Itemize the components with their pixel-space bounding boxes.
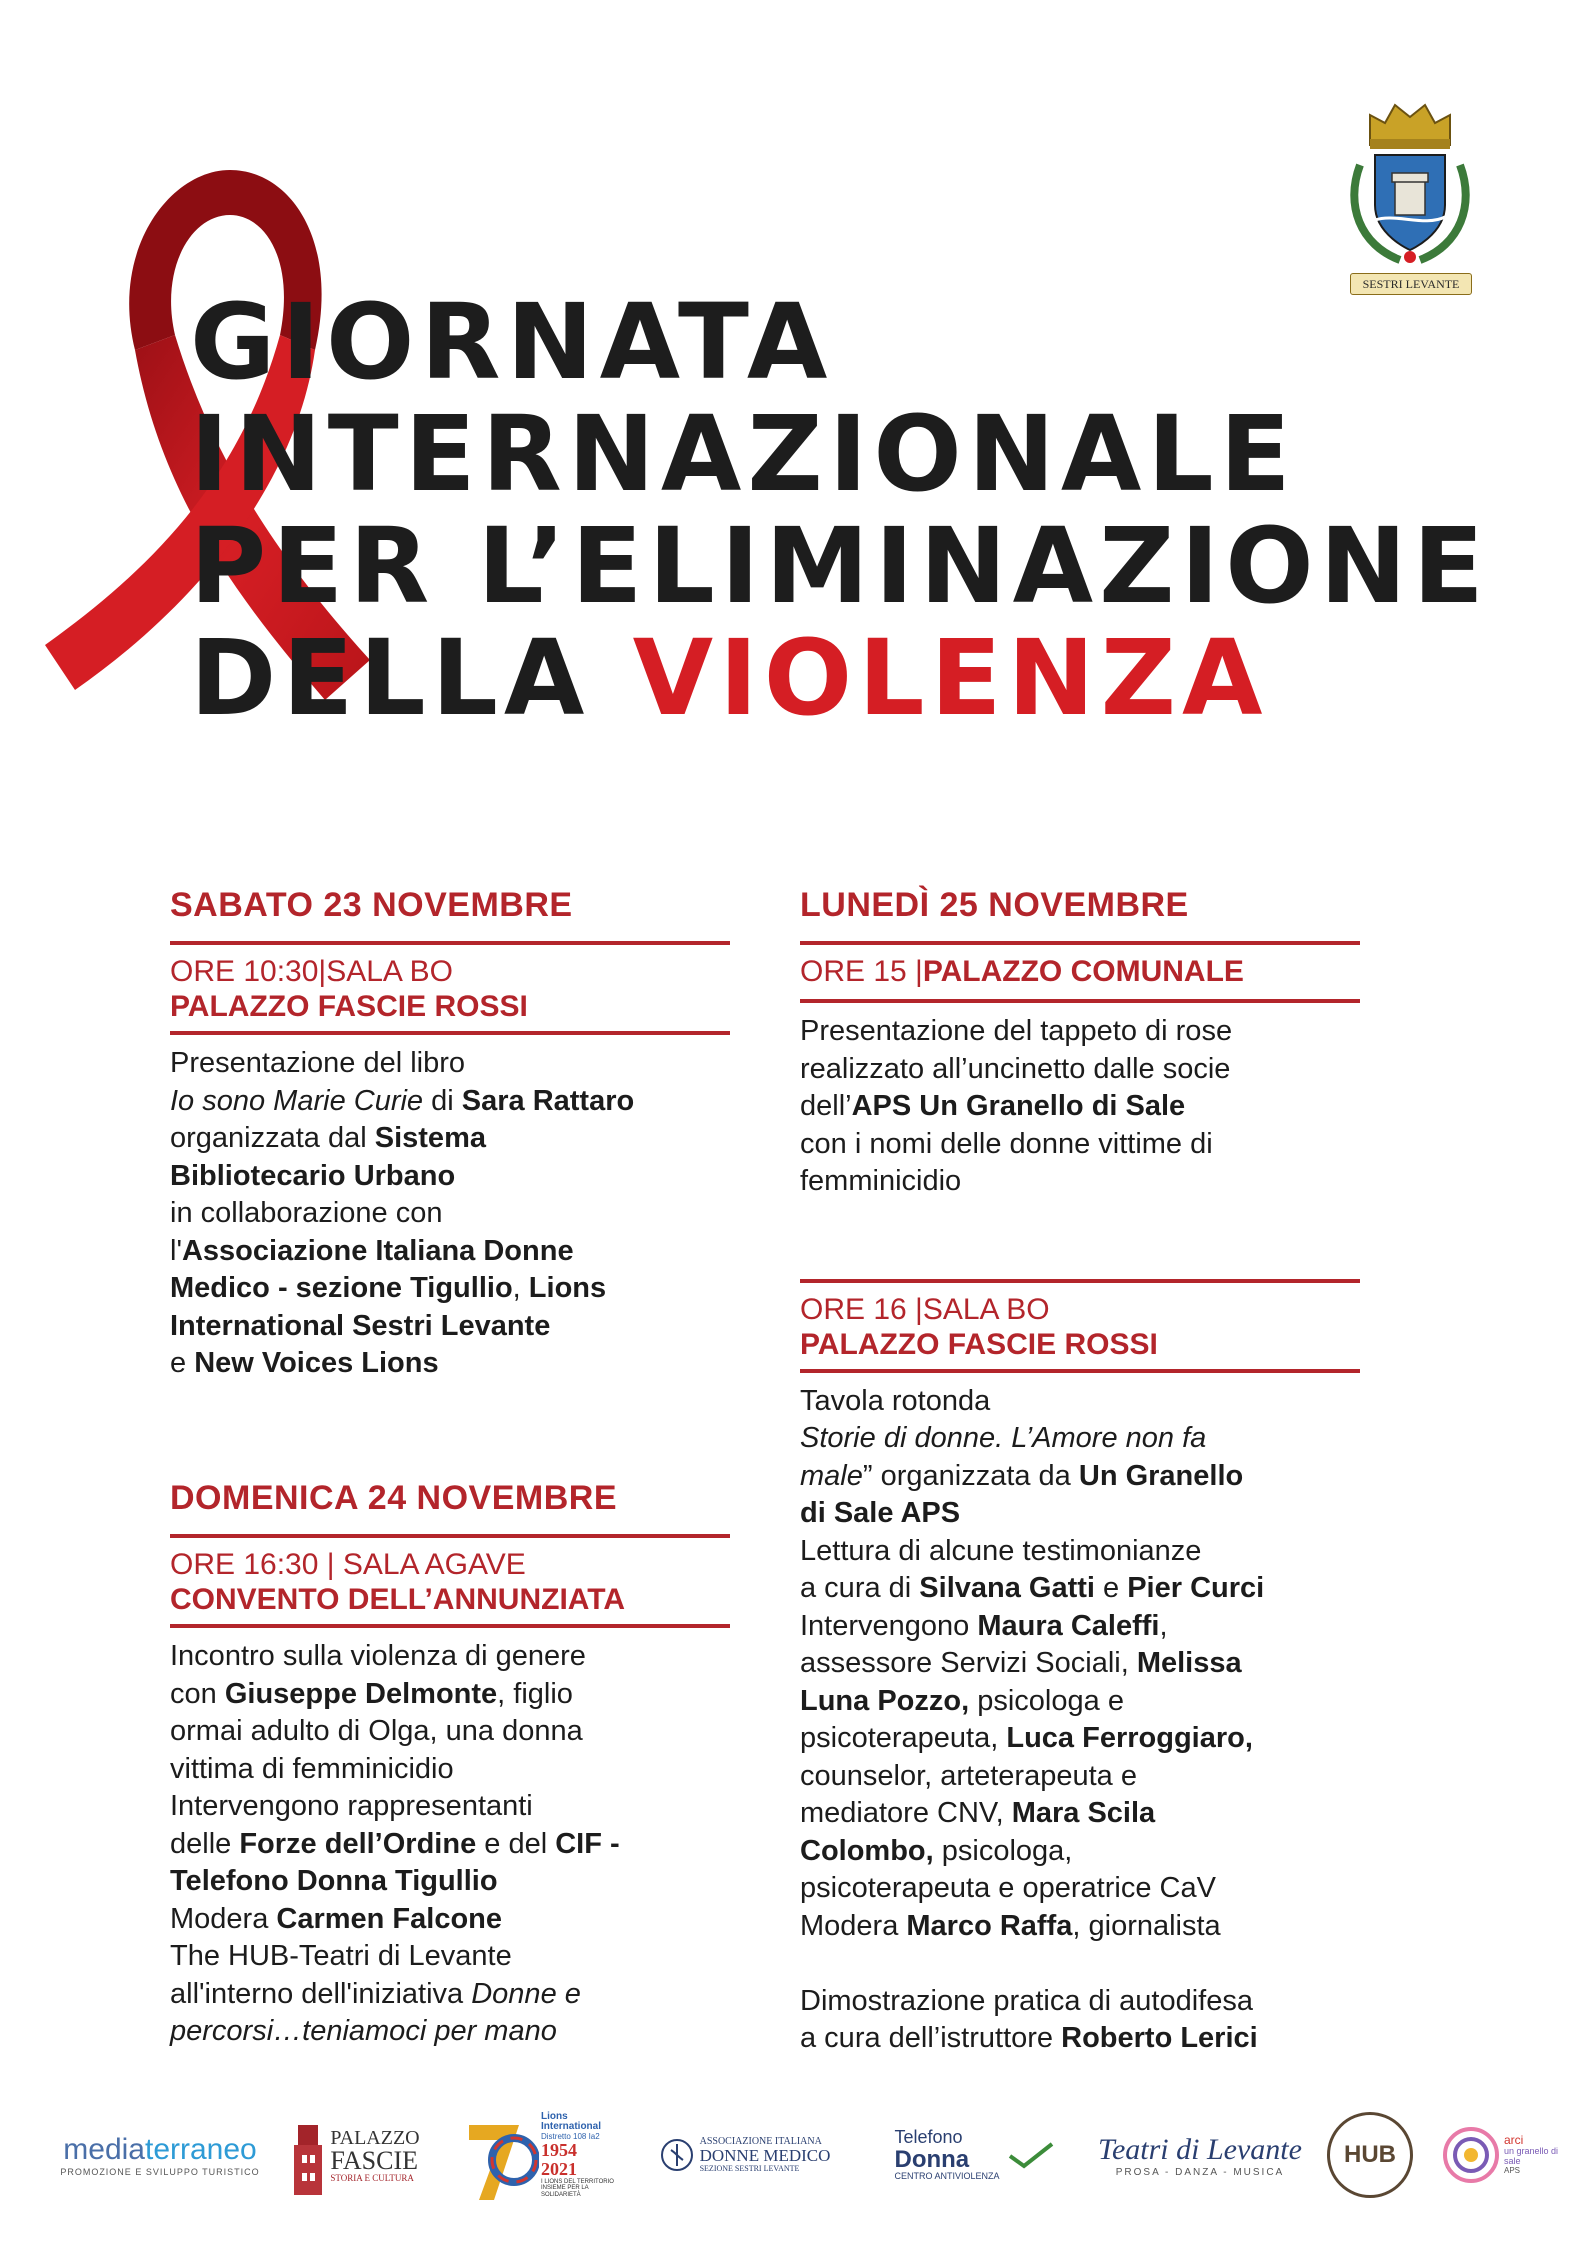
logo-text: Distretto 108 Ia2: [541, 2131, 600, 2141]
text-line: [800, 1645, 1360, 1683]
speaker-name: Mara Scila: [1011, 1797, 1156, 1829]
divider: [800, 999, 1360, 1003]
text: ormai adulto di Olga, una donna: [170, 1715, 583, 1747]
logo-text: HUB: [1344, 2141, 1396, 2168]
text-line: [170, 1158, 730, 1196]
saturday-block: [170, 885, 730, 1383]
text: , giornalista: [1072, 1909, 1221, 1942]
text: realizzato all’uncinetto dalle socie: [800, 1052, 1231, 1085]
monday-block: [800, 885, 1360, 2058]
text: con: [170, 1677, 225, 1710]
text-line: [170, 1308, 730, 1346]
logo-text: ASSOCIAZIONE ITALIANA: [699, 2135, 822, 2147]
divider: [800, 1279, 1360, 1283]
partner: Medico - sezione Tigullio: [170, 1272, 513, 1304]
text: assessore Servizi Sociali,: [800, 1647, 1137, 1679]
text: ” organizzata da: [862, 1459, 1079, 1492]
partner: CIF -: [555, 1827, 620, 1860]
author-name: Sara Rattaro: [461, 1084, 635, 1117]
text-line: [800, 1908, 1360, 1946]
logo-text: Telefono: [894, 2127, 963, 2148]
title-line-4: [190, 617, 1269, 739]
saturday-place: PALAZZO FASCIE ROSSI: [170, 990, 528, 1023]
the-hub-logo: [1325, 2100, 1415, 2210]
text: , figlio: [497, 1677, 573, 1710]
text: mediatore CNV,: [800, 1797, 1012, 1829]
text: Modera: [170, 1902, 277, 1935]
speaker-name: Maura Caleffi: [977, 1609, 1160, 1642]
text-line: [800, 1683, 1360, 1721]
palace-icon: [290, 2115, 326, 2195]
organizer: Un Granello: [1078, 1459, 1244, 1492]
text: a cura dell’istruttore: [800, 2022, 1062, 2054]
text: vittima di femminicidio: [170, 1752, 454, 1785]
crest-icon: [1340, 95, 1480, 275]
text-line: [170, 1676, 730, 1714]
monday-description-2: [800, 1383, 1360, 2058]
text: Intervengono: [800, 1609, 978, 1642]
mediaterraneo-logo: [40, 2100, 280, 2210]
telefono-donna-logo: [880, 2100, 1070, 2210]
title-line-3: PER L’ELIMINAZIONE: [190, 505, 1490, 627]
text-line: [800, 1013, 1360, 1051]
text-line: [170, 1233, 730, 1271]
moderator: Marco Raffa: [906, 1909, 1073, 1942]
divider: [170, 1534, 730, 1538]
monday-description-1: [800, 1013, 1360, 1201]
speaker-name: Luca Ferroggiaro,: [1006, 1722, 1253, 1754]
monday-place-2: PALAZZO FASCIE ROSSI: [800, 1327, 1158, 1361]
text-line: [170, 1120, 730, 1158]
reader-name: Pier Curci: [1127, 1572, 1265, 1604]
text-line: [800, 1758, 1360, 1796]
medical-seal-icon: [660, 2138, 694, 2172]
text: e: [170, 1347, 195, 1379]
title-violenza: VIOLENZA: [632, 617, 1269, 739]
text-line: [800, 2020, 1360, 2058]
monday-heading: LUNEDÌ 25 NOVEMBRE: [800, 886, 1189, 924]
logo-subtitle: STORIA E CULTURA: [330, 2172, 414, 2183]
text-line: [800, 1533, 1360, 1571]
saturday-time: ORE 10:30|SALA BO: [170, 955, 453, 988]
crest-banner: [1350, 273, 1472, 295]
saturday-description: [170, 1045, 730, 1383]
logo-text: media: [63, 2133, 145, 2166]
checkmark-icon: [1006, 2140, 1056, 2170]
teatri-di-levante-logo: [1085, 2100, 1315, 2210]
text: counselor, arteterapeuta e: [800, 1759, 1137, 1792]
place-text: PALAZZO COMUNALE: [922, 955, 1244, 988]
text-line: [800, 1163, 1360, 1201]
partner: Lions: [528, 1272, 607, 1304]
text-line: [800, 1383, 1360, 1421]
initiative: Donne e: [471, 1977, 581, 2010]
text: Incontro sulla violenza di genere: [170, 1640, 586, 1672]
sunday-heading: DOMENICA 24 NOVEMBRE: [170, 1479, 618, 1517]
text-line: [170, 1788, 730, 1826]
logo-subtitle: SEZIONE SESTRI LEVANTE: [699, 2164, 800, 2174]
event-title: Storie di donne. L’Amore non fa: [800, 1422, 1207, 1454]
text: in collaborazione con: [170, 1197, 443, 1229]
text-line: [800, 1420, 1360, 1458]
logo-text: Donna: [894, 2146, 970, 2174]
text-line: [800, 1570, 1360, 1608]
text-line: [170, 1976, 730, 2014]
divider: [170, 941, 730, 945]
text: l': [170, 1234, 182, 1267]
text: femminicidio: [800, 1165, 962, 1197]
event-title: male: [800, 1459, 863, 1492]
arci-granello-logo: [1440, 2100, 1560, 2210]
text-line: [800, 1720, 1360, 1758]
reader-name: Silvana Gatti: [919, 1572, 1095, 1604]
text: Modera: [800, 1909, 907, 1942]
partner: International Sestri Levante: [170, 1309, 551, 1342]
organizer: Bibliotecario Urbano: [170, 1159, 456, 1192]
text-line: [800, 1795, 1360, 1833]
text-line: [170, 1938, 730, 1976]
logo-text: terraneo: [144, 2133, 257, 2166]
title-line-1: GIORNATA: [190, 281, 834, 403]
text-line: [170, 1713, 730, 1751]
speaker-name: Melissa: [1136, 1647, 1242, 1679]
text: Presentazione del libro: [170, 1047, 466, 1079]
moderator: Carmen Falcone: [276, 1902, 503, 1935]
sunday-place: CONVENTO DELL’ANNUNZIATA: [170, 1583, 625, 1616]
title-della: DELLA: [190, 617, 591, 739]
initiative: percorsi…teniamoci per mano: [170, 2015, 557, 2047]
text: psicologa e: [969, 1684, 1124, 1717]
text-line: [800, 1608, 1360, 1646]
text-line: [170, 1345, 730, 1383]
time-text: ORE 15 |: [800, 955, 923, 988]
text: psicoterapeuta e operatrice CaV: [800, 1872, 1216, 1904]
text-line: [800, 1458, 1360, 1496]
donne-medico-logo: [645, 2100, 845, 2210]
logo-text: FASCIE: [330, 2145, 419, 2175]
logo-text: 2021: [541, 2159, 577, 2180]
divider: [800, 941, 1360, 945]
sunday-block: [170, 1478, 730, 2051]
book-title: Io sono Marie Curie: [170, 1084, 424, 1117]
text-line: [170, 1083, 730, 1121]
text-line: [800, 1126, 1360, 1164]
blank-line: [800, 1945, 1360, 1983]
text-line: [170, 1045, 730, 1083]
text-line: [170, 1195, 730, 1233]
logo-text: un granello di sale: [1504, 2146, 1559, 2167]
divider: [170, 1031, 730, 1035]
monday-time-1: [800, 955, 1360, 989]
text-line: [170, 1270, 730, 1308]
partner: Forze dell’Ordine: [239, 1827, 477, 1860]
text-line: [170, 1638, 730, 1676]
logo-subtitle: PROMOZIONE E SVILUPPO TURISTICO: [60, 2167, 260, 2177]
text: con i nomi delle donne vittime di: [800, 1127, 1213, 1160]
logo-text: Teatri di Levante: [1098, 2132, 1302, 2166]
title-line-2: INTERNAZIONALE: [190, 393, 1297, 515]
text: e del: [476, 1827, 556, 1860]
logo-subtitle: APS: [1504, 2166, 1521, 2176]
text: ,: [1159, 1609, 1168, 1642]
text: all'interno dell'iniziativa: [170, 1977, 472, 2010]
text-line: [170, 2013, 730, 2051]
text: The HUB-Teatri di Levante: [170, 1940, 512, 1972]
logo-text: Lions International: [541, 2110, 602, 2133]
logo-subtitle: CENTRO ANTIVIOLENZA: [894, 2171, 1000, 2182]
divider: [170, 1624, 730, 1628]
text-line: [170, 1751, 730, 1789]
text-line: [170, 1826, 730, 1864]
logo-subtitle: I LIONS DEL TERRITORIO INSIEME PER LA SOLIDARIETÀ: [541, 2179, 614, 2198]
organizer: APS Un Granello di Sale: [851, 1090, 1186, 1122]
lions-logo: [450, 2100, 630, 2210]
speaker-name: Luna Pozzo,: [800, 1684, 970, 1717]
text: Presentazione del tappeto di rose: [800, 1015, 1233, 1047]
logo-text: PALAZZO: [330, 2126, 420, 2149]
crest-text: SESTRI LEVANTE: [1362, 277, 1460, 291]
text: di: [423, 1084, 462, 1117]
text: ,: [512, 1272, 529, 1304]
logo-text: 1954: [541, 2140, 577, 2161]
partner: Telefono Donna Tigullio: [170, 1865, 498, 1897]
text: Intervengono rappresentanti: [170, 1790, 533, 1822]
monday-time-2: ORE 16 |SALA BO: [800, 1292, 1050, 1326]
text-line: [800, 1833, 1360, 1871]
guest-name: Giuseppe Delmonte: [224, 1677, 498, 1710]
text: a cura di: [800, 1572, 920, 1604]
city-crest: [1340, 95, 1480, 305]
text: delle: [170, 1827, 240, 1860]
text: Tavola rotonda: [800, 1384, 991, 1417]
organizer: Sistema: [374, 1122, 486, 1154]
logo-text: DONNE MEDICO: [699, 2145, 831, 2165]
text-line: [170, 1863, 730, 1901]
text: psicoterapeuta,: [800, 1722, 1007, 1754]
logo-subtitle: PROSA - DANZA - MUSICA: [1115, 2166, 1285, 2178]
partner: Associazione Italiana Donne: [181, 1234, 574, 1267]
partner: New Voices Lions: [194, 1347, 439, 1379]
spiral-icon: [1441, 2125, 1501, 2185]
text: Lettura di alcune testimonianze: [800, 1534, 1202, 1567]
speaker-name: Colombo,: [800, 1834, 934, 1867]
text-line: [800, 1088, 1360, 1126]
text: e: [1094, 1572, 1128, 1604]
text: Dimostrazione pratica di autodifesa: [800, 1984, 1253, 2017]
saturday-heading: SABATO 23 NOVEMBRE: [170, 886, 573, 924]
organizer: di Sale APS: [800, 1497, 961, 1529]
instructor-name: Roberto Lerici: [1061, 2022, 1258, 2054]
text: dell’: [800, 1090, 852, 1122]
sunday-description: [170, 1638, 730, 2051]
palazzo-fascie-logo: [285, 2100, 425, 2210]
lions-70-icon: [459, 2105, 539, 2205]
logo-text: arci: [1504, 2133, 1524, 2148]
text-line: [800, 1051, 1360, 1089]
text: organizzata dal: [170, 1122, 375, 1154]
sunday-time: ORE 16:30 | SALA AGAVE: [170, 1548, 526, 1581]
text-line: [800, 1870, 1360, 1908]
text-line: [800, 1983, 1360, 2021]
text: psicologa,: [933, 1834, 1073, 1867]
text-line: [170, 1901, 730, 1939]
divider: [800, 1369, 1360, 1373]
text-line: [800, 1495, 1360, 1533]
